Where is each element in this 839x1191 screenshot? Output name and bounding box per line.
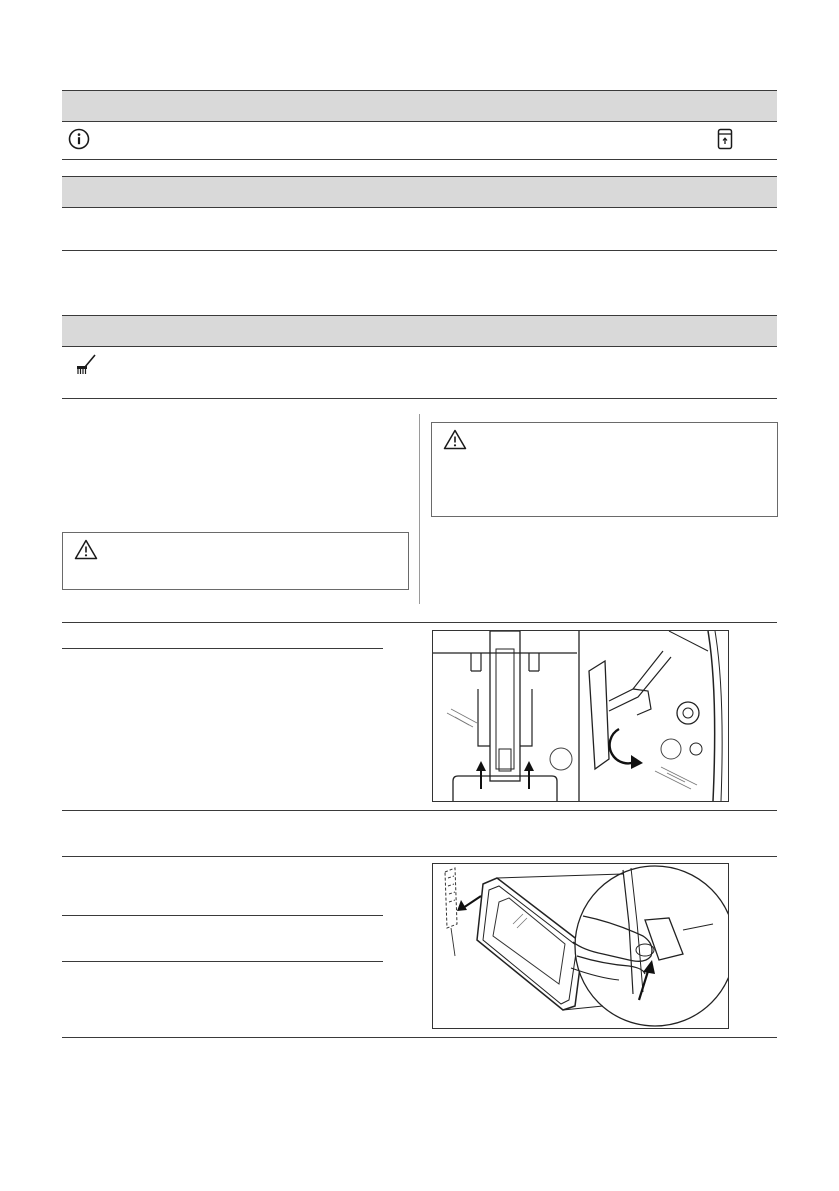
section-header-bar-3 (62, 315, 777, 347)
info-icon (68, 128, 90, 150)
rule (62, 648, 383, 649)
oven-door-lock-icon (717, 128, 733, 150)
rule (62, 915, 383, 916)
cleaning-brush-icon (76, 353, 98, 375)
figure-hinge-illustration (432, 630, 729, 802)
rule (62, 1037, 777, 1038)
warning-box-right (431, 422, 778, 517)
rule (62, 856, 777, 857)
rule (62, 961, 383, 962)
rule (62, 250, 777, 251)
figure-door-panel-illustration (432, 863, 729, 1029)
section-header-bar-1 (62, 90, 777, 122)
rule (62, 398, 777, 399)
warning-triangle-icon (443, 429, 467, 450)
warning-box-left (62, 532, 409, 590)
column-divider (419, 414, 420, 604)
rule (62, 810, 777, 811)
rule (62, 159, 777, 160)
rule (62, 622, 777, 623)
warning-triangle-icon (74, 539, 98, 560)
section-header-bar-2 (62, 176, 777, 208)
